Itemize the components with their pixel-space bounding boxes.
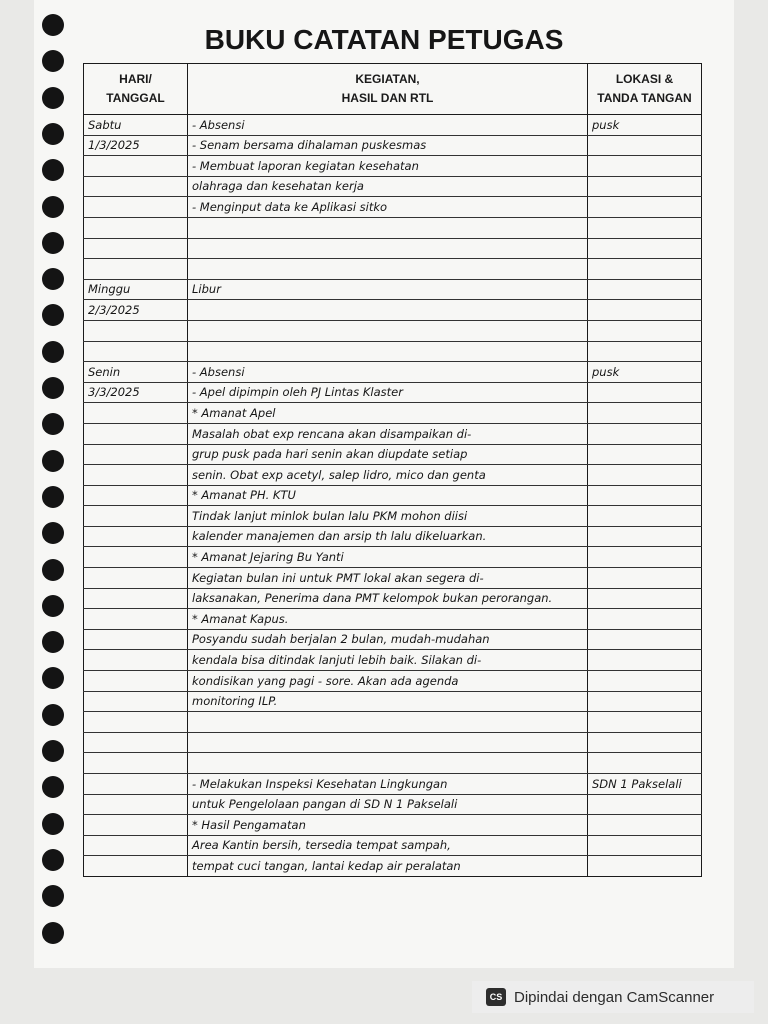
cell-location xyxy=(588,300,702,321)
cell-day-date: Minggu xyxy=(84,279,188,300)
cell-activity: monitoring ILP. xyxy=(188,691,588,712)
camscanner-text: Dipindai dengan CamScanner xyxy=(514,988,715,1006)
log-table xyxy=(83,63,702,877)
cell-activity: olahraga dan kesehatan kerja xyxy=(188,176,588,197)
cell-day-date xyxy=(84,197,188,218)
binder-hole xyxy=(42,377,64,399)
cell-activity xyxy=(188,300,588,321)
cell-activity: - Absensi xyxy=(188,115,588,136)
table-row xyxy=(84,753,702,774)
table-row xyxy=(84,465,702,486)
cell-day-date xyxy=(84,485,188,506)
cell-day-date: Senin xyxy=(84,362,188,383)
cell-location xyxy=(588,650,702,671)
binder-hole xyxy=(42,740,64,762)
cell-location xyxy=(588,506,702,527)
cell-location: SDN 1 Pakselali xyxy=(588,774,702,795)
cell-day-date xyxy=(84,774,188,795)
table-row xyxy=(84,259,702,280)
cell-activity: kalender manajemen dan arsip th lalu dikeluarkan. xyxy=(188,526,588,547)
cell-location xyxy=(588,135,702,156)
cell-day-date xyxy=(84,609,188,630)
table-row xyxy=(84,197,702,218)
cell-activity: laksanakan, Penerima dana PMT kelompok bukan perorangan. xyxy=(188,588,588,609)
cell-activity: * Amanat Kapus. xyxy=(188,609,588,630)
table-row xyxy=(84,588,702,609)
binder-hole xyxy=(42,922,64,944)
cell-activity xyxy=(188,712,588,733)
cell-day-date xyxy=(84,156,188,177)
cell-day-date xyxy=(84,794,188,815)
table-row xyxy=(84,279,702,300)
cell-activity xyxy=(188,320,588,341)
cell-day-date: 1/3/2025 xyxy=(84,135,188,156)
cell-activity: * Amanat PH. KTU xyxy=(188,485,588,506)
cell-activity xyxy=(188,732,588,753)
cell-location xyxy=(588,856,702,877)
cell-location xyxy=(588,341,702,362)
cell-day-date xyxy=(84,753,188,774)
cell-day-date xyxy=(84,547,188,568)
header-activity: KEGIATAN, HASIL DAN RTL xyxy=(188,64,588,115)
binder-hole xyxy=(42,232,64,254)
table-row xyxy=(84,300,702,321)
cell-day-date: 3/3/2025 xyxy=(84,382,188,403)
cell-activity: - Apel dipimpin oleh PJ Lintas Klaster xyxy=(188,382,588,403)
cell-day-date xyxy=(84,629,188,650)
cell-location xyxy=(588,197,702,218)
cell-location xyxy=(588,217,702,238)
camscanner-logo-icon: CS xyxy=(486,988,506,1006)
cell-location xyxy=(588,444,702,465)
cell-location xyxy=(588,815,702,836)
cell-activity: Posyandu sudah berjalan 2 bulan, mudah-mudahan xyxy=(188,629,588,650)
binder-hole xyxy=(42,486,64,508)
cell-activity: Tindak lanjut minlok bulan lalu PKM mohon diisi xyxy=(188,506,588,527)
cell-day-date xyxy=(84,568,188,589)
table-row xyxy=(84,691,702,712)
cell-location xyxy=(588,526,702,547)
cell-day-date xyxy=(84,259,188,280)
binder-hole xyxy=(42,87,64,109)
table-row xyxy=(84,794,702,815)
table-row xyxy=(84,506,702,527)
table-row xyxy=(84,217,702,238)
cell-location xyxy=(588,794,702,815)
binder-hole xyxy=(42,559,64,581)
cell-activity xyxy=(188,753,588,774)
cell-location xyxy=(588,423,702,444)
table-row xyxy=(84,650,702,671)
table-row xyxy=(84,547,702,568)
cell-location xyxy=(588,671,702,692)
cell-day-date xyxy=(84,423,188,444)
table-row xyxy=(84,815,702,836)
table-row xyxy=(84,444,702,465)
cell-day-date xyxy=(84,691,188,712)
cell-location xyxy=(588,403,702,424)
cell-location xyxy=(588,732,702,753)
cell-day-date xyxy=(84,815,188,836)
binder-hole xyxy=(42,341,64,363)
cell-day-date xyxy=(84,671,188,692)
table-row xyxy=(84,732,702,753)
cell-activity: untuk Pengelolaan pangan di SD N 1 Pakselali xyxy=(188,794,588,815)
cell-activity: - Membuat laporan kegiatan kesehatan xyxy=(188,156,588,177)
cell-activity: * Hasil Pengamatan xyxy=(188,815,588,836)
cell-location xyxy=(588,547,702,568)
table-row xyxy=(84,568,702,589)
cell-day-date: 2/3/2025 xyxy=(84,300,188,321)
cell-day-date xyxy=(84,341,188,362)
cell-activity xyxy=(188,217,588,238)
cell-location xyxy=(588,320,702,341)
cell-location xyxy=(588,712,702,733)
header-day-date: HARI/ TANGGAL xyxy=(84,64,188,115)
cell-location xyxy=(588,568,702,589)
binder-hole xyxy=(42,813,64,835)
table-row xyxy=(84,774,702,795)
cell-location xyxy=(588,753,702,774)
cell-location xyxy=(588,259,702,280)
page-title: BUKU CATATAN PETUGAS xyxy=(204,24,564,55)
table-row xyxy=(84,115,702,136)
cell-location: pusk xyxy=(588,362,702,383)
cell-activity: * Amanat Apel xyxy=(188,403,588,424)
table-row xyxy=(84,526,702,547)
binder-hole xyxy=(42,123,64,145)
cell-activity: - Senam bersama dihalaman puskesmas xyxy=(188,135,588,156)
binder-holes xyxy=(0,0,60,968)
binder-hole xyxy=(42,450,64,472)
cell-day-date xyxy=(84,444,188,465)
binder-hole xyxy=(42,849,64,871)
cell-day-date xyxy=(84,403,188,424)
log-body xyxy=(84,115,702,877)
table-row xyxy=(84,156,702,177)
cell-location: pusk xyxy=(588,115,702,136)
binder-hole xyxy=(42,704,64,726)
table-row xyxy=(84,403,702,424)
binder-hole xyxy=(42,268,64,290)
cell-location xyxy=(588,465,702,486)
cell-activity: kendala bisa ditindak lanjuti lebih baik. Silakan di- xyxy=(188,650,588,671)
cell-day-date: Sabtu xyxy=(84,115,188,136)
table-row xyxy=(84,423,702,444)
cell-location xyxy=(588,629,702,650)
table-row xyxy=(84,856,702,877)
table-row xyxy=(84,320,702,341)
table-row xyxy=(84,238,702,259)
cell-location xyxy=(588,156,702,177)
table-row xyxy=(84,341,702,362)
table-row xyxy=(84,362,702,383)
cell-day-date xyxy=(84,588,188,609)
binder-hole xyxy=(42,196,64,218)
camscanner-watermark xyxy=(472,981,754,1013)
table-row xyxy=(84,629,702,650)
cell-activity: - Absensi xyxy=(188,362,588,383)
table-row xyxy=(84,176,702,197)
cell-activity: * Amanat Jejaring Bu Yanti xyxy=(188,547,588,568)
cell-activity: Masalah obat exp rencana akan disampaikan di- xyxy=(188,423,588,444)
table-row xyxy=(84,835,702,856)
cell-location xyxy=(588,382,702,403)
table-row xyxy=(84,135,702,156)
cell-day-date xyxy=(84,856,188,877)
header-location-signature: LOKASI & TANDA TANGAN xyxy=(588,64,702,115)
binder-hole xyxy=(42,631,64,653)
cell-activity: senin. Obat exp acetyl, salep lidro, mico dan genta xyxy=(188,465,588,486)
cell-activity: Kegiatan bulan ini untuk PMT lokal akan segera di- xyxy=(188,568,588,589)
cell-activity: Area Kantin bersih, tersedia tempat sampah, xyxy=(188,835,588,856)
cell-day-date xyxy=(84,526,188,547)
cell-day-date xyxy=(84,712,188,733)
cell-activity xyxy=(188,238,588,259)
cell-day-date xyxy=(84,732,188,753)
cell-location xyxy=(588,691,702,712)
cell-location xyxy=(588,176,702,197)
cell-day-date xyxy=(84,650,188,671)
cell-activity: Libur xyxy=(188,279,588,300)
cell-day-date xyxy=(84,506,188,527)
cell-location xyxy=(588,238,702,259)
cell-location xyxy=(588,588,702,609)
cell-day-date xyxy=(84,835,188,856)
cell-activity: - Melakukan Inspeksi Kesehatan Lingkungan xyxy=(188,774,588,795)
cell-activity: kondisikan yang pagi - sore. Akan ada agenda xyxy=(188,671,588,692)
cell-activity: tempat cuci tangan, lantai kedap air peralatan xyxy=(188,856,588,877)
table-row xyxy=(84,712,702,733)
cell-day-date xyxy=(84,217,188,238)
cell-day-date xyxy=(84,320,188,341)
table-row xyxy=(84,485,702,506)
cell-day-date xyxy=(84,238,188,259)
table-header-row xyxy=(84,64,702,115)
cell-day-date xyxy=(84,465,188,486)
cell-activity xyxy=(188,259,588,280)
binder-hole xyxy=(42,595,64,617)
cell-location xyxy=(588,279,702,300)
cell-day-date xyxy=(84,176,188,197)
table-row xyxy=(84,609,702,630)
cell-activity xyxy=(188,341,588,362)
cell-location xyxy=(588,835,702,856)
cell-activity: grup pusk pada hari senin akan diupdate setiap xyxy=(188,444,588,465)
table-row xyxy=(84,671,702,692)
cell-location xyxy=(588,609,702,630)
cell-location xyxy=(588,485,702,506)
table-row xyxy=(84,382,702,403)
cell-activity: - Menginput data ke Aplikasi sitko xyxy=(188,197,588,218)
